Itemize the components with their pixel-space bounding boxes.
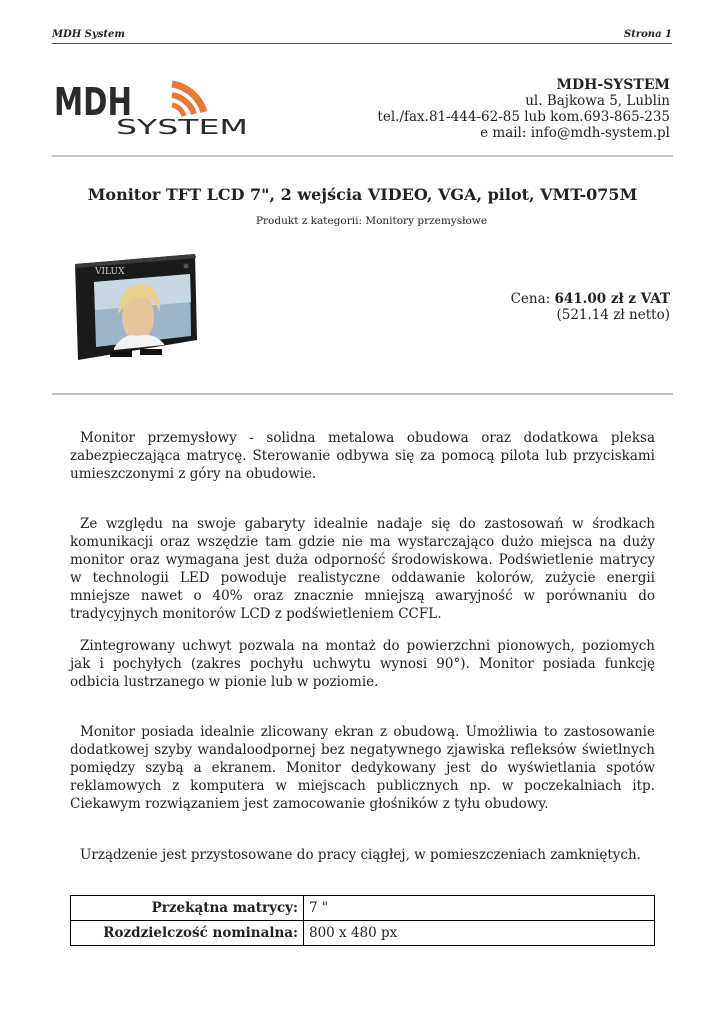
header-page-number: Strona 1 — [624, 29, 672, 40]
product-category: Produkt z kategorii: Monitory przemysłowe — [255, 215, 488, 227]
company-logo — [54, 80, 250, 138]
company-email: e mail: info@mdh-system.pl — [480, 125, 670, 141]
divider-middle — [52, 393, 673, 395]
image-brand-label: VILUX — [95, 267, 125, 277]
logo-text-system: SYSTEM — [116, 115, 248, 138]
price-box — [511, 291, 670, 323]
price-gross: 641.00 zł z VAT — [554, 291, 670, 307]
description-paragraph-1: Monitor przemysłowy - solidna metalowa obudowa oraz dodatkowa pleksa zabezpieczająca matrycę. Sterowanie odbywa się za pomocą pilota lub przyciskami umieszczonymi z góry na obudowie. — [70, 430, 655, 482]
divider-top — [52, 155, 673, 157]
description-paragraph-5: Urządzenie jest przystosowane do pracy ciągłej, w pomieszczeniach zamkniętych. — [80, 847, 641, 863]
description-paragraph-3: Zintegrowany uchwyt pozwala na montaż do powierzchni pionowych, poziomych jak i pochyłych (zakres pochyłu uchwytu wynosi 90°). Monitor posiada funkcję odbicia lustrzanego w pionie lub w poziomie. — [70, 638, 655, 690]
company-phone: tel./fax.81-444-62-85 lub kom.693-865-235 — [377, 109, 670, 125]
description-paragraph-4: Monitor posiada idealnie zlicowany ekran z obudową. Umożliwia to zastosowanie dodatkowej szyby wandaloodpornej bez negatywnego zjawiska refleksów świetlnych pomiędzy szybą a ekranem. Monitor dedykowany jest do wyświetlania spotów reklamowych z komputera w miejscach publicznych np. w poczekalniach itp. Ciekawym rozwiązaniem jest zamocowanie głośników z tyłu obudowy. — [70, 724, 655, 812]
logo-text-mdh: MDH — [54, 80, 132, 124]
spec-value: 800 x 480 px — [304, 921, 655, 946]
price-label: Cena: — [510, 291, 551, 307]
company-address: ul. Bajkowa 5, Lublin — [525, 93, 670, 109]
header-site-name: MDH System — [52, 29, 125, 40]
product-title: Monitor TFT LCD 7", 2 wejścia VIDEO, VGA, pilot, VMT-075M — [87, 185, 638, 204]
description-paragraph-2: Ze względu na swoje gabaryty idealnie nadaje się do zastosowań w środkach komunikacji oraz wszędzie tam gdzie nie ma wystarczająco dużo miejsca na duży monitor oraz wymagana jest duża odporność środowiskowa. Podświetlenie matrycy w technologii LED powoduje realistyczne oddawanie kolorów, zużycie energii mniejsze nawet o 40% oraz znacznie mniejszą awaryjność w porównaniu do tradycyjnych monitorów LCD z podświetleniem CCFL. — [70, 516, 655, 622]
spec-label: Przekątna matrycy: — [71, 896, 304, 921]
spec-row — [71, 921, 655, 946]
specs-table — [70, 895, 655, 946]
company-info — [377, 77, 670, 141]
price-net: (521.14 zł netto) — [556, 307, 670, 323]
company-name: MDH-SYSTEM — [556, 77, 670, 93]
spec-row — [71, 896, 655, 921]
product-image — [70, 252, 200, 362]
page-header — [52, 29, 672, 44]
spec-label: Rozdzielczość nominalna: — [71, 921, 304, 946]
spec-value: 7 " — [304, 896, 655, 921]
